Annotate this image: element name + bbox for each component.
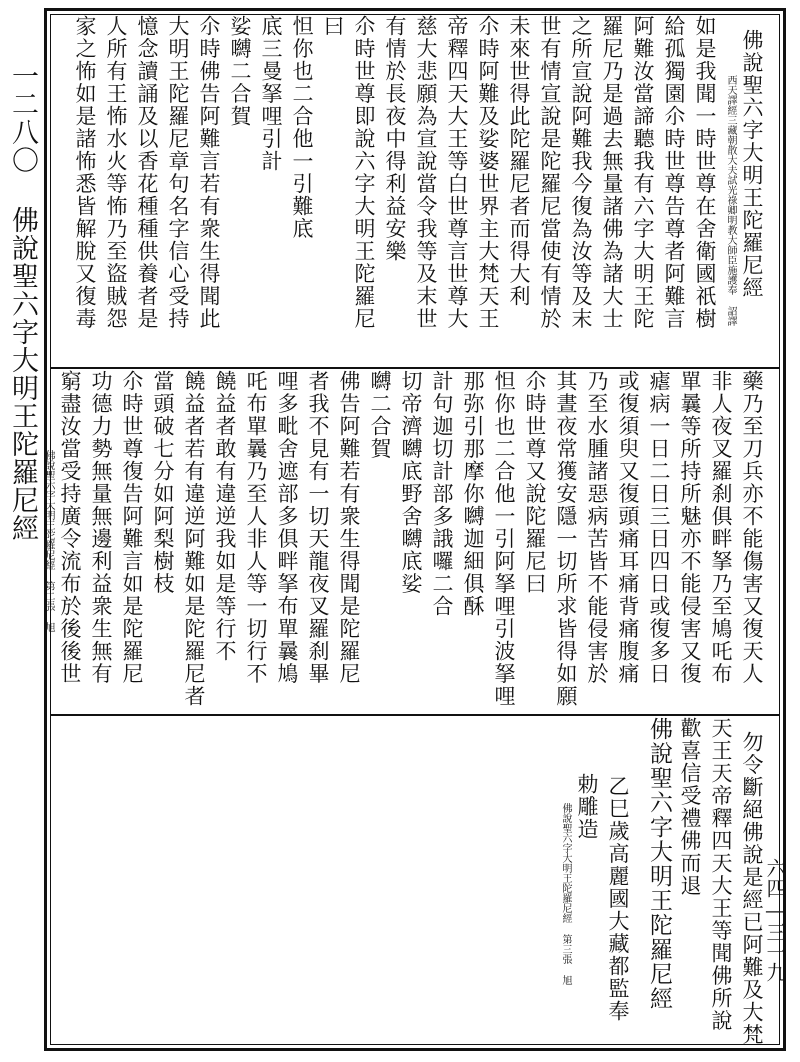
panel1-column: 憶念讀誦及以香花種種供養者是	[135, 15, 159, 330]
panel3-column: 勿令斷絕佛說是經已阿難及大梵	[740, 731, 764, 1046]
inner-border	[43, 14, 780, 1046]
panel3-column: 佛說聖六字大明王陀羅尼經	[646, 717, 672, 1011]
panel2-column: 乃至水腫諸惡病苦皆不能侵害於	[585, 370, 609, 685]
panel1-column: 有情於長夜中得利益安樂	[383, 15, 407, 263]
panel1-column: 慈大悲願為宣說當令我等及末世	[414, 15, 438, 330]
panel2-column: 單曩等所持所魅亦不能侵害又復	[678, 370, 702, 685]
panel-bottom-columns	[555, 717, 767, 1047]
panel1-column: 大明王陀羅尼章句名字信心受持	[166, 15, 190, 330]
panel-top	[51, 15, 779, 367]
panel1-column: 尒時世尊即說六字大明王陀羅尼	[352, 15, 376, 330]
left-margin-caption: 一二八〇 佛說聖六字大明王陀羅尼經	[7, 62, 38, 542]
panel-middle-columns	[38, 370, 767, 714]
panel-bottom	[51, 717, 779, 1047]
panel2-column: 功德力勢無量無邊利益衆生無有	[89, 370, 113, 685]
panel2-column: 佛說聖六字大明王陀羅尼經 第二張 旭	[43, 450, 54, 632]
panel1-column: 羅尼乃是過去無量諸佛為諸大士	[600, 15, 624, 330]
panel3-column: 乙巳歲高麗國大藏都監奉	[606, 775, 630, 1023]
panel2-column: 尒時世尊復告阿難言如是陀羅尼	[120, 370, 144, 685]
panel1-column: 尒時佛告阿難言若有衆生得聞此	[197, 15, 221, 330]
panel2-column: 窮盡汝當受持廣令流布於後後世	[58, 370, 82, 685]
panel1-column: 未來世得此陀羅尼者而得大利	[507, 15, 531, 308]
panel2-column: 或復須臾又復頭痛耳痛背痛腹痛	[616, 370, 640, 685]
panel3-column	[633, 717, 643, 1047]
panel1-column: 底三曼拏哩引計	[259, 15, 283, 173]
panel2-column: 切帝濟嚩底野舍嚩底娑	[399, 370, 423, 595]
panel1-column: 怛你也二合他一引難底	[290, 15, 314, 240]
panel1-column: 帝釋四天大王等白世尊言世尊大	[445, 15, 469, 330]
panel2-column: 尒時世尊又說陀羅尼曰	[523, 370, 547, 595]
panel1-column: 世有情宣說是陀羅尼當使有情於	[538, 15, 562, 330]
panel1-column: 娑嚩二合賀	[228, 15, 252, 128]
panel3-column: 歡喜信受禮佛而退	[678, 717, 702, 897]
panel3-column: 佛說聖六字大明王陀羅尼經 第三張 旭	[560, 803, 571, 985]
panel2-column: 非人夜叉羅刹俱畔拏乃至鳩吒布	[709, 370, 733, 685]
panel2-column: 計句迦切計部多誐囉二合	[430, 370, 454, 618]
panel2-column: 當頭破七分如阿梨樹枝	[151, 370, 175, 595]
panel2-column: 哩多毗舍遮部多俱畔拏布單曩鳩	[275, 370, 299, 685]
panel2-column: 吒布單曩乃至人非人等一切行不	[244, 370, 268, 685]
panel3-column: 天王天帝釋四天大王等聞佛所說	[709, 717, 733, 1032]
panel1-column: 之所宣說阿難我今復為汝等及末	[569, 15, 593, 330]
panel2-column: 那弥引那摩你嚩迦細俱酥	[461, 370, 485, 618]
divider-1	[51, 367, 779, 369]
panel2-column: 者我不見有一切天龍夜叉羅刹畢	[306, 370, 330, 685]
panel2-column: 佛告阿難若有衆生得聞是陀羅尼	[337, 370, 361, 685]
panel3-column: 勅雕造	[575, 773, 599, 841]
panel2-column: 饒益者若有違逆阿難如是陀羅尼者	[182, 370, 206, 708]
divider-2	[51, 714, 779, 716]
page-frame	[44, 8, 786, 1051]
panel1-column: 給孤獨園尒時世尊告尊者阿難言	[662, 15, 686, 330]
panel2-column: 饒益者敢有違逆我如是等行不	[213, 370, 237, 663]
panel2-column: 嚩二合賀	[368, 370, 392, 460]
panel1-column: 阿難汝當諦聽我有六字大明王陀	[631, 15, 655, 330]
panel1-column: 家之怖如是諸怖悉皆解脫又復毒	[73, 15, 97, 330]
panel1-column: 佛說聖六字大明王陀羅尼經	[740, 29, 764, 299]
panel1-column: 人所有王怖水火等怖乃至盜賊怨	[104, 15, 128, 330]
panel1-column: 西天譯經三藏朝散大夫試光祿卿明教大師臣施護奉 詔譯	[725, 75, 736, 326]
panel-middle	[43, 370, 779, 714]
panel1-column: 曰	[321, 15, 345, 38]
panel2-column: 瘧病一日二日三日四日或復多日	[647, 370, 671, 685]
panel-top-columns	[69, 15, 767, 367]
panel1-column: 尒時阿難及娑婆世界主大梵天王	[476, 15, 500, 330]
panel2-column: 怛你也二合他一引阿拏哩引波拏哩	[492, 370, 516, 708]
right-margin-page-number: 六四—三一九	[763, 858, 787, 982]
panel2-column: 其晝夜常獲安隱一切所求皆得如願	[554, 370, 578, 708]
panel1-column: 如是我聞一時世尊在舍衛國祇樹	[693, 15, 717, 330]
panel2-column: 藥乃至刀兵亦不能傷害又復天人	[740, 370, 764, 685]
